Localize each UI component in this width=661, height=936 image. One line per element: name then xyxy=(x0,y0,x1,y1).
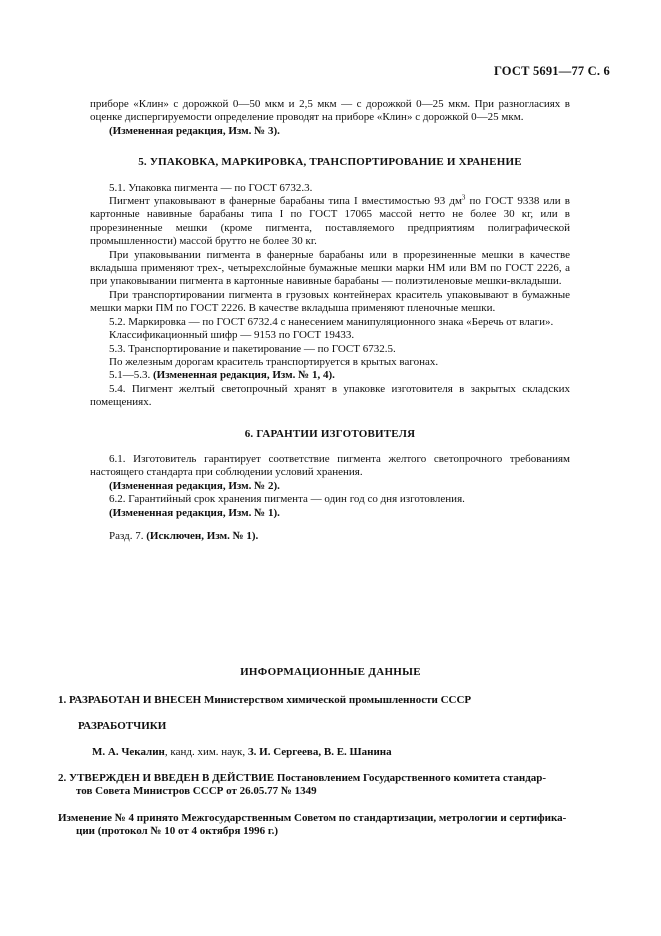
info-item-1: 1. РАЗРАБОТАН И ВНЕСЕН Министерством химической промышленности СССР xyxy=(58,694,472,706)
developer-1: М. А. Чекалин xyxy=(92,746,165,758)
liner-paragraph: При упаковывании пигмента в фанерные барабаны или в прорезиненные мешки в качестве вкладыша применяют трех-, четырехслойные бумажные мешки марки НМ или ВМ по ГОСТ 2226, а при упаковывании пигмента в картонные навивные барабаны — полиэтиленовые мешки-вкладыши. xyxy=(90,248,570,288)
railway-transport: По железным дорогам краситель транспортируется в крытых вагонах. xyxy=(109,355,439,368)
amendment-range: 5.1—5.3. xyxy=(109,369,153,382)
volume-unit-superscript: 3 xyxy=(461,193,466,202)
intro-paragraph: приборе «Клин» с дорожкой 0—50 мкм и 2,5 мкм — с дорожкой 0—25 мкм. При разногласиях в оценке диспергируемости определение проводят на приборе «Клин» с дорожкой 0—25 мкм. xyxy=(90,98,570,124)
clause-6-2: 6.2. Гарантийный срок хранения пигмента — один год со дня изготовления. xyxy=(109,493,465,506)
packing-text-a: Пигмент упаковывают в фанерные барабаны типа I вместимостью 93 дм xyxy=(109,195,462,208)
clause-5-3: 5.3. Транспортирование и пакетирование — по ГОСТ 6732.5. xyxy=(109,342,396,355)
section-6-title: 6. ГАРАНТИИ ИЗГОТОВИТЕЛЯ xyxy=(244,427,416,440)
page-header: ГОСТ 5691—77 С. 6 xyxy=(493,64,610,78)
info-change-4 xyxy=(58,812,603,839)
clause-5-4: 5.4. Пигмент желтый светопрочный хранят в упаковке изготовителя в закрытых складских помещениях. xyxy=(90,382,570,409)
classification-code: Классификационный шифр — 9153 по ГОСТ 19433. xyxy=(109,329,355,342)
intro-amendment: (Измененная редакция, Изм. № 3). xyxy=(109,124,280,137)
packing-paragraph xyxy=(90,195,570,249)
document-body xyxy=(90,98,570,543)
packing-text-b: по ГОСТ 9338 или в картонные навивные барабаны типа I по ГОСТ 17065 массой нетто не более 30 кг, или в прорезиненные мешки (кроме пигмента, поставляемого предприятиям полиграфической промышленности) массой брутто не более 30 кг. xyxy=(90,195,570,248)
section-5-title: 5. УПАКОВКА, МАРКИРОВКА, ТРАНСПОРТИРОВАНИЕ И ХРАНЕНИЕ xyxy=(138,156,522,169)
info-item-2 xyxy=(58,772,603,799)
amendment-note: (Измененная редакция, Изм. № 1, 4). xyxy=(153,369,335,382)
info-change-4-line1: Изменение № 4 принято Межгосударственным Советом по стандартизации, метрологии и сертифика- xyxy=(58,812,567,824)
info-item-2-line2: тов Совета Министров СССР от 26.05.77 № 1349 xyxy=(76,785,317,798)
info-data-title: ИНФОРМАЦИОННЫЕ ДАННЫЕ xyxy=(240,666,421,678)
amendment-6-2: (Измененная редакция, Изм. № 1). xyxy=(109,506,280,519)
clause-5-1: 5.1. Упаковка пигмента — по ГОСТ 6732.3. xyxy=(109,181,313,194)
section-7-label: Разд. 7. xyxy=(109,529,147,542)
developer-1-degree: , канд. хим. наук, xyxy=(164,746,248,758)
developers-list xyxy=(92,746,637,759)
developers-other: З. И. Сергеева, В. Е. Шанина xyxy=(247,746,392,758)
amendment-6-1: (Измененная редакция, Изм. № 2). xyxy=(109,479,280,492)
container-paragraph: При транспортировании пигмента в грузовых контейнерах краситель упаковывают в бумажные мешки марки ПМ по ГОСТ 2226. В качестве вкладыша применяют пленочные мешки. xyxy=(90,288,570,315)
section-7-excluded xyxy=(90,530,570,543)
clause-5-2: 5.2. Маркировка — по ГОСТ 6732.4 с нанесением манипуляционного знака «Беречь от влаги». xyxy=(109,315,554,328)
clause-6-1: 6.1. Изготовитель гарантирует соответствие пигмента желтого светопрочного требованиям настоящего стандарта при соблюдении условий хранения. xyxy=(90,452,570,479)
info-change-4-line2: ции (протокол № 10 от 4 октября 1996 г.) xyxy=(76,825,279,838)
developers-label: РАЗРАБОТЧИКИ xyxy=(78,720,167,732)
info-item-2-line1: 2. УТВЕРЖДЕН И ВВЕДЕН В ДЕЙСТВИЕ Постановлением Государственного комитета стандар- xyxy=(58,772,547,784)
section-7-note: (Исключен, Изм. № 1). xyxy=(146,529,259,542)
amendment-5-1-5-3 xyxy=(90,369,570,382)
